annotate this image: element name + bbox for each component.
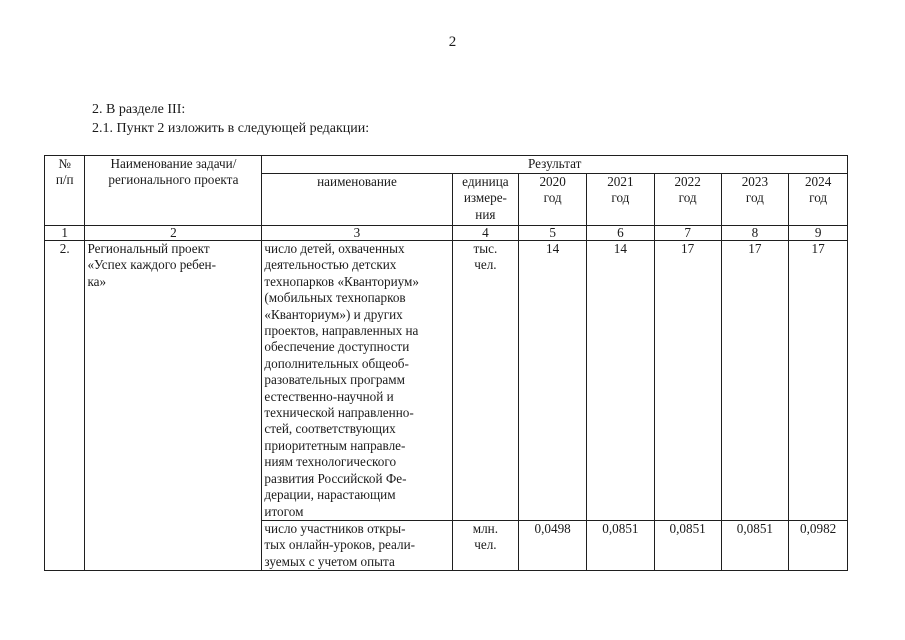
- project-line: «Успех каждого ребен-: [87, 257, 216, 273]
- header-year-2023: [721, 174, 789, 226]
- section-intro: [92, 100, 369, 138]
- column-number: 3: [262, 226, 452, 241]
- header-year-label: год: [809, 190, 828, 206]
- indicator-line: развития Российской Фе-: [264, 470, 407, 486]
- indicator-line: дополнительных общеоб-: [264, 355, 409, 371]
- indicator-line: обеспечение доступности: [264, 339, 410, 355]
- results-table: [44, 155, 848, 571]
- indicator-line: деятельностью детских: [264, 257, 397, 273]
- header-unit-line-3: ния: [475, 206, 496, 222]
- project-line: ка»: [87, 273, 107, 289]
- table-row: [45, 241, 848, 521]
- indicator-line: ниям технологического: [264, 454, 397, 470]
- column-numbers-row: [45, 226, 848, 241]
- indicator-line: «Кванториум») и других: [264, 306, 403, 322]
- header-num-line-2: п/п: [55, 172, 74, 188]
- value-2021: 0,0851: [587, 520, 655, 570]
- header-year-2020: [519, 174, 587, 226]
- indicator-line: число участников откры-: [264, 520, 406, 536]
- intro-line-2: 2.1. Пункт 2 изложить в следующей редакции:: [92, 121, 370, 136]
- column-number: 9: [789, 226, 848, 241]
- header-year-value: 2022: [674, 174, 701, 189]
- header-year-2024: [789, 174, 848, 226]
- unit-line: тыс.: [473, 241, 498, 256]
- indicator-line: стей, соответствующих: [264, 421, 396, 437]
- header-task: [85, 156, 262, 226]
- indicator-unit: [452, 520, 519, 570]
- indicator-name: [262, 241, 452, 521]
- value-2022: 17: [654, 241, 721, 521]
- indicator-line: технопарков «Кванториум»: [264, 273, 419, 289]
- indicator-line: технической направленно-: [264, 405, 414, 421]
- indicator-line: зуемых с учетом опыта: [264, 553, 395, 569]
- header-year-label: год: [745, 190, 764, 206]
- indicator-line: разовательных программ: [264, 372, 405, 388]
- column-number: 6: [587, 226, 655, 241]
- column-number: 1: [45, 226, 85, 241]
- header-unit: [452, 174, 519, 226]
- page-number: 2: [448, 34, 457, 50]
- unit-line: чел.: [474, 537, 497, 553]
- indicator-unit: [452, 241, 519, 521]
- project-line: Региональный проект: [87, 241, 210, 256]
- column-number: 2: [85, 226, 262, 241]
- header-num: [45, 156, 85, 226]
- header-year-2022: [654, 174, 721, 226]
- header-task-line-1: Наименование задачи/: [110, 156, 237, 171]
- header-year-label: год: [678, 190, 697, 206]
- header-year-value: 2020: [539, 174, 566, 189]
- header-year-value: 2024: [804, 174, 832, 189]
- unit-line: млн.: [472, 520, 499, 536]
- header-name: наименование: [262, 174, 452, 226]
- indicator-line: естественно-научной и: [264, 388, 394, 404]
- header-year-value: 2021: [607, 174, 634, 189]
- value-2022: 0,0851: [654, 520, 721, 570]
- value-2023: 0,0851: [721, 520, 789, 570]
- row-project-name: [85, 241, 262, 571]
- indicator-line: число детей, охваченных: [264, 241, 405, 256]
- header-task-line-2: регионального проекта: [108, 172, 239, 188]
- header-result: Результат: [262, 156, 848, 174]
- header-unit-line-2: измере-: [463, 190, 507, 206]
- header-year-2021: [587, 174, 655, 226]
- header-year-value: 2023: [741, 174, 769, 189]
- header-unit-line-1: единица: [462, 174, 509, 189]
- indicator-name: [262, 520, 452, 570]
- row-number: 2.: [45, 241, 85, 571]
- column-number: 5: [519, 226, 587, 241]
- header-row-1: [45, 156, 848, 174]
- indicator-line: тых онлайн-уроков, реали-: [264, 537, 416, 553]
- column-number: 4: [452, 226, 519, 241]
- value-2021: 14: [587, 241, 655, 521]
- header-year-label: год: [611, 190, 630, 206]
- value-2020: 14: [519, 241, 587, 521]
- header-num-line-1: №: [58, 156, 72, 171]
- value-2024: 0,0982: [789, 520, 848, 570]
- intro-line-1: 2. В разделе III:: [92, 102, 186, 117]
- indicator-line: дерации, нарастающим: [264, 487, 396, 503]
- indicator-line: итогом: [264, 503, 304, 519]
- column-number: 7: [654, 226, 721, 241]
- value-2023: 17: [721, 241, 789, 521]
- indicator-line: (мобильных технопарков: [264, 290, 406, 306]
- header-year-label: год: [543, 190, 562, 206]
- indicator-line: проектов, направленных на: [264, 323, 419, 339]
- unit-line: чел.: [474, 257, 497, 273]
- value-2024: 17: [789, 241, 848, 521]
- indicator-line: приоритетным направле-: [264, 437, 406, 453]
- column-number: 8: [721, 226, 789, 241]
- value-2020: 0,0498: [519, 520, 587, 570]
